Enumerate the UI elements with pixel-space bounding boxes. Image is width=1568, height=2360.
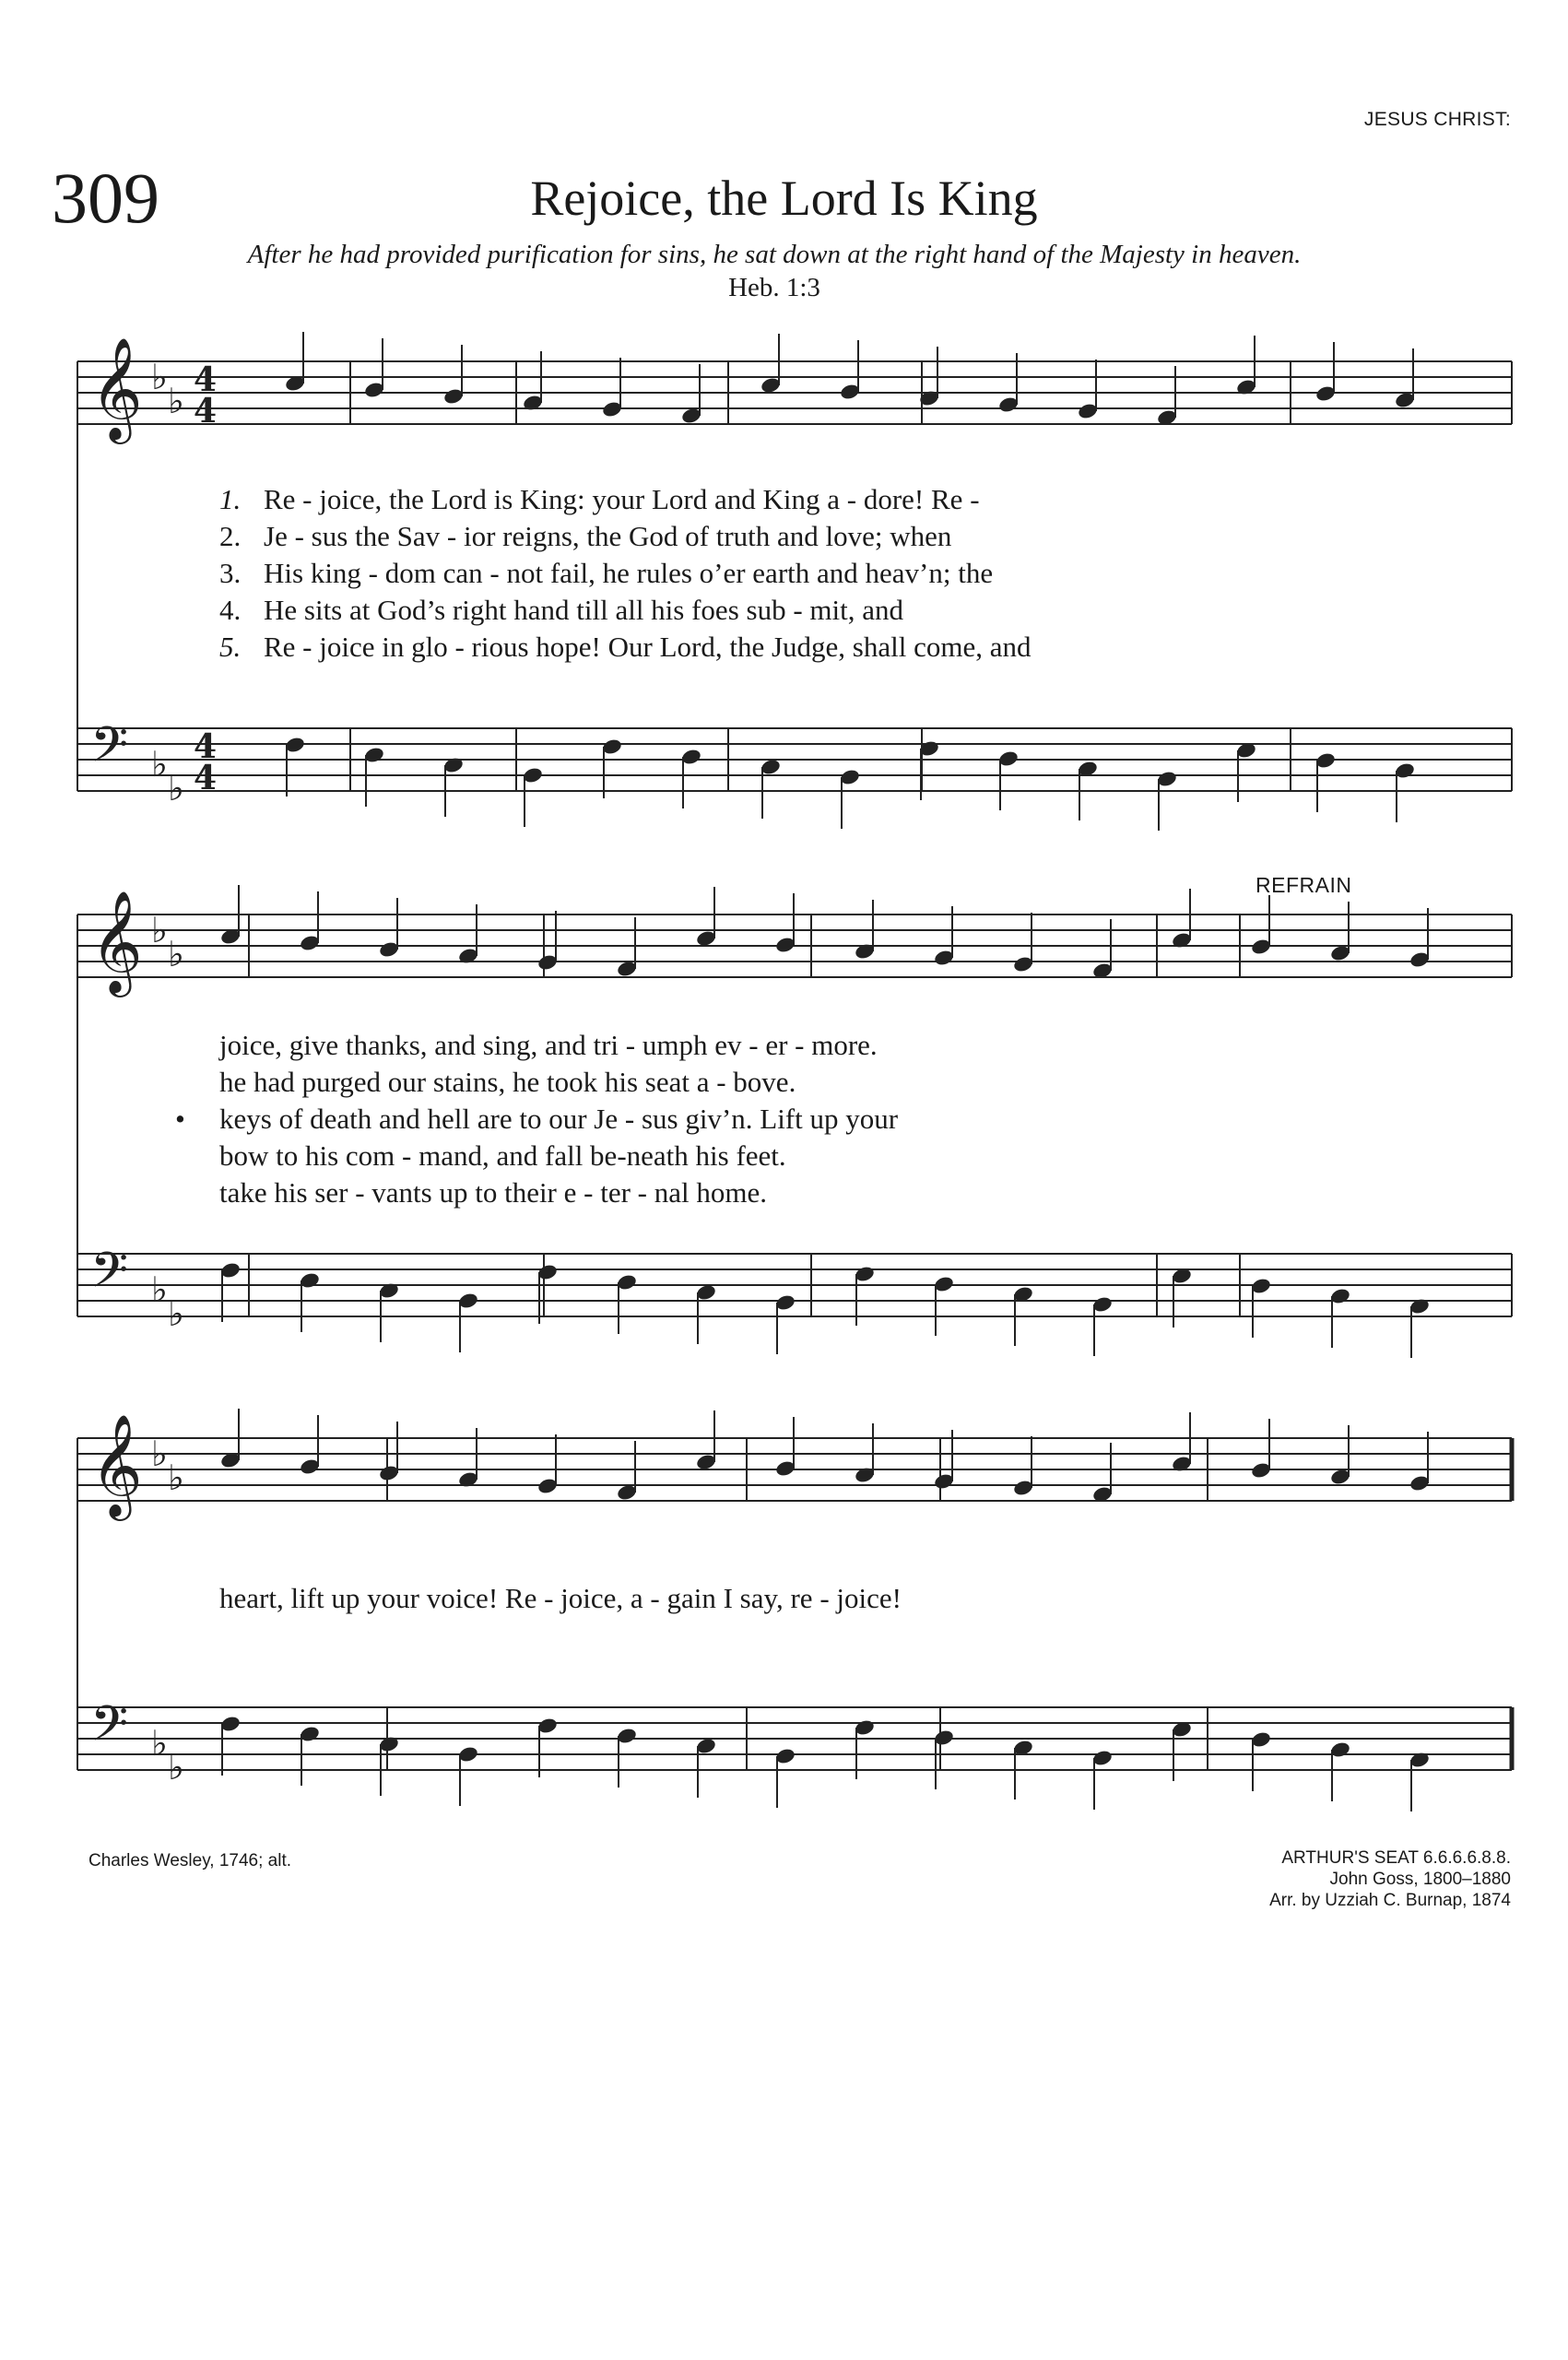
verse-number: 3. xyxy=(219,557,242,589)
verse-number: • xyxy=(175,1103,185,1135)
treble-clef-icon: 𝄞 xyxy=(90,1413,143,1516)
flat-icon: ♭ xyxy=(151,357,168,397)
flat-icon: ♭ xyxy=(151,744,168,785)
treble-clef-icon: 𝄞 xyxy=(90,890,143,993)
lyric-line xyxy=(175,1580,902,1617)
hymn-number: 309 xyxy=(52,158,159,238)
flat-icon: ♭ xyxy=(168,381,184,421)
verse-text: keys of death and hell are to our Je - sus giv’n. Lift up your xyxy=(219,1103,899,1135)
tune-name: ARTHUR'S SEAT 6.6.6.6.8.8. xyxy=(1281,1848,1511,1868)
time-signature-icon: 4 xyxy=(194,360,218,399)
tune-credits xyxy=(1269,1847,1511,1911)
verse-text: take his ser - vants up to their e - ter - nal home. xyxy=(219,1176,767,1209)
time-signature-icon: 4 xyxy=(194,727,218,766)
lyric-line xyxy=(219,555,993,592)
lyric-line xyxy=(219,481,980,518)
verse-text: bow to his com - mand, and fall be-neath his feet. xyxy=(219,1139,786,1172)
verse-number: 2. xyxy=(219,520,242,552)
time-signature-icon: 4 xyxy=(194,392,218,431)
verse-text: His king - dom can - not fail, he rules o’er earth and heav’n; the xyxy=(264,557,994,589)
arranger-credit: Arr. by Uzziah C. Burnap, 1874 xyxy=(1269,1891,1511,1910)
flat-icon: ♭ xyxy=(151,910,168,950)
lyric-line xyxy=(219,592,903,629)
epigraph-reference: Heb. 1:3 xyxy=(728,273,820,303)
treble-clef-icon: 𝄞 xyxy=(90,336,143,440)
verse-text: joice, give thanks, and sing, and tri - umph ev - er - more. xyxy=(219,1029,878,1061)
verse-text: He sits at God’s right hand till all his foes sub - mit, and xyxy=(264,594,903,626)
category-heading: JESUS CHRIST: xyxy=(1363,109,1511,130)
flat-icon: ♭ xyxy=(151,1723,168,1764)
verse-number: 5. xyxy=(219,631,242,663)
verse-text: Re - joice, the Lord is King: your Lord and King a - dore! Re - xyxy=(264,483,980,515)
bass-clef-icon: 𝄢 xyxy=(90,1243,129,1311)
epigraph-text: After he had provided purification for sins, he sat down at the right hand of the Majesty in heaven. xyxy=(247,240,1302,269)
refrain-label: REFRAIN xyxy=(1256,873,1352,897)
verse-text: heart, lift up your voice! Re - joice, a - gain I say, re - joice! xyxy=(219,1582,902,1614)
flat-icon: ♭ xyxy=(168,768,184,808)
bass-clef-icon: 𝄢 xyxy=(90,1696,129,1764)
verse-number: 4. xyxy=(219,594,242,626)
time-signature-icon: 4 xyxy=(194,759,218,797)
text-credit: Charles Wesley, 1746; alt. xyxy=(88,1851,292,1870)
lyric-line xyxy=(219,629,1032,666)
flat-icon: ♭ xyxy=(151,1269,168,1310)
bass-clef-icon: 𝄢 xyxy=(90,717,129,785)
composer-credit: John Goss, 1800–1880 xyxy=(1329,1870,1511,1889)
lyric-line xyxy=(219,518,951,555)
lyric-line xyxy=(175,1138,786,1174)
flat-icon: ♭ xyxy=(168,1747,184,1788)
flat-icon: ♭ xyxy=(168,1293,184,1334)
verse-text: he had purged our stains, he took his seat a - bove. xyxy=(219,1066,796,1098)
lyric-line xyxy=(175,1064,796,1101)
lyric-line xyxy=(175,1101,898,1138)
hymn-title: Rejoice, the Lord Is King xyxy=(530,171,1038,226)
verse-text: Je - sus the Sav - ior reigns, the God of truth and love; when xyxy=(264,520,952,552)
verse-text: Re - joice in glo - rious hope! Our Lord, the Judge, shall come, and xyxy=(264,631,1032,663)
flat-icon: ♭ xyxy=(168,934,184,974)
lyric-line xyxy=(175,1174,767,1211)
flat-icon: ♭ xyxy=(151,1434,168,1474)
flat-icon: ♭ xyxy=(168,1457,184,1498)
lyric-line xyxy=(175,1027,878,1064)
verse-number: 1. xyxy=(219,483,242,515)
